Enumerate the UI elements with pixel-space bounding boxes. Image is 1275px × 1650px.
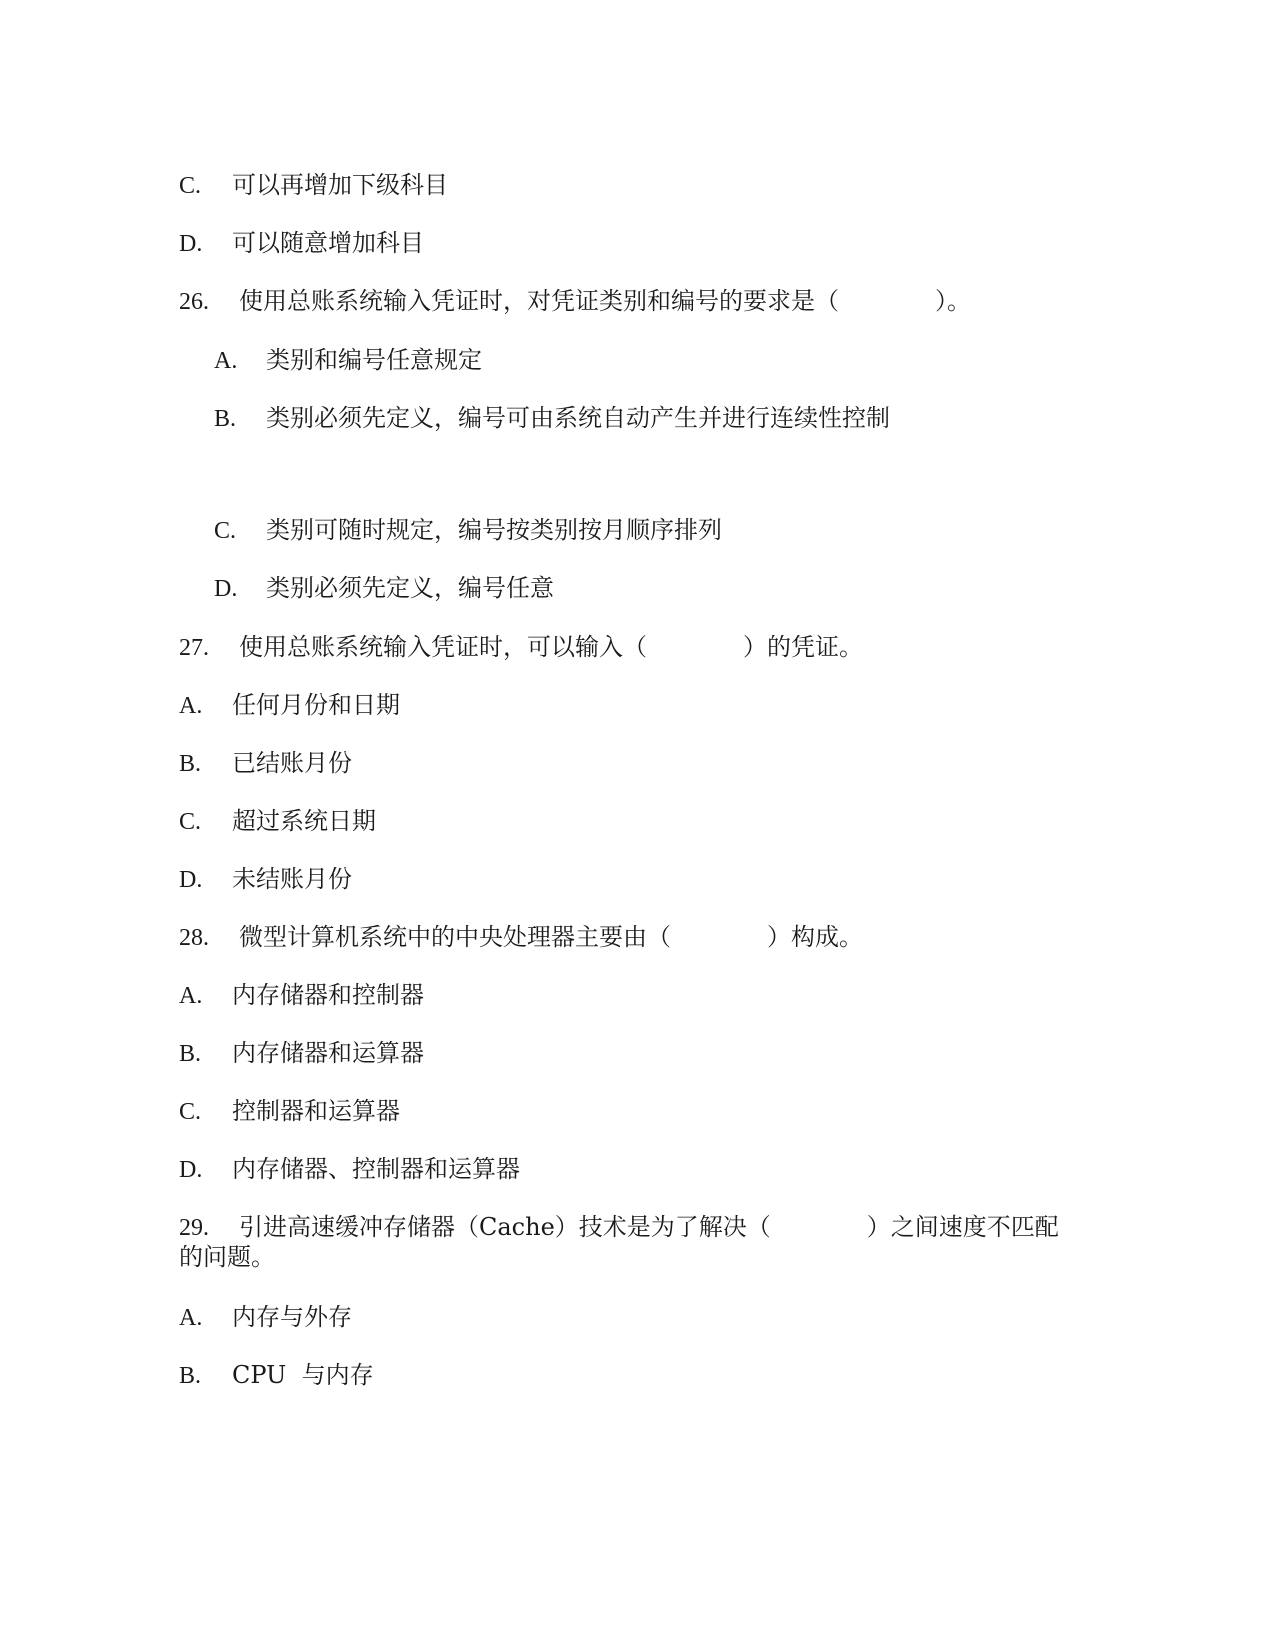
option-label: D. <box>179 1157 203 1183</box>
question-number: 29. <box>179 1215 209 1241</box>
question-29 <box>179 1212 1059 1243</box>
option-label: A. <box>179 693 203 719</box>
option-text: 可以随意增加科目 <box>232 229 424 257</box>
question-text: 微型计算机系统中的中央处理器主要由（ ）构成。 <box>239 923 863 951</box>
question-text: 引进高速缓冲存储器（Cache）技术是为了解决（ ）之间速度不匹配 <box>239 1213 1059 1241</box>
option-label: A. <box>214 348 238 374</box>
option-label: D. <box>179 231 203 257</box>
list-item <box>179 1302 352 1333</box>
list-item <box>179 170 448 201</box>
option-text: 内存储器和控制器 <box>232 981 424 1009</box>
question-29-continuation <box>179 1242 275 1272</box>
option-label: C. <box>179 173 202 199</box>
list-item <box>214 345 482 376</box>
question-number: 28. <box>179 925 209 951</box>
list-item <box>214 573 554 604</box>
question-26 <box>179 286 971 317</box>
list-item <box>179 1038 424 1069</box>
list-item <box>214 515 722 546</box>
option-text: 类别和编号任意规定 <box>266 346 482 374</box>
option-text: 类别必须先定义，编号任意 <box>266 574 554 602</box>
list-item <box>179 690 400 721</box>
option-label: C. <box>179 1099 202 1125</box>
question-text: 使用总账系统输入凭证时，对凭证类别和编号的要求是（ ）。 <box>239 287 971 315</box>
option-text: 超过系统日期 <box>232 807 376 835</box>
option-text: 未结账月份 <box>232 865 352 893</box>
option-text: 内存储器、控制器和运算器 <box>232 1155 520 1183</box>
option-label: B. <box>214 406 237 432</box>
option-text: 类别必须先定义，编号可由系统自动产生并进行连续性控制 <box>266 404 890 432</box>
list-item <box>179 1096 400 1127</box>
list-item <box>179 228 424 259</box>
question-number: 27. <box>179 635 209 661</box>
question-text-continued: 的问题。 <box>179 1243 275 1271</box>
list-item <box>179 806 376 837</box>
option-text: CPU 与内存 <box>232 1361 374 1389</box>
option-text: 控制器和运算器 <box>232 1097 400 1125</box>
list-item <box>179 864 352 895</box>
option-text: 类别可随时规定，编号按类别按月顺序排列 <box>266 516 722 544</box>
option-label: D. <box>179 867 203 893</box>
list-item <box>179 1154 520 1185</box>
question-28 <box>179 922 863 953</box>
option-label: A. <box>179 1305 203 1331</box>
option-text: 任何月份和日期 <box>232 691 400 719</box>
option-label: D. <box>214 576 238 602</box>
option-label: B. <box>179 1041 202 1067</box>
list-item <box>214 403 890 434</box>
question-number: 26. <box>179 289 209 315</box>
option-text: 内存储器和运算器 <box>232 1039 424 1067</box>
list-item <box>179 748 352 779</box>
option-label: B. <box>179 751 202 777</box>
option-label: B. <box>179 1363 202 1389</box>
option-text: 已结账月份 <box>232 749 352 777</box>
option-text: 可以再增加下级科目 <box>232 171 448 199</box>
option-label: C. <box>214 518 237 544</box>
question-text: 使用总账系统输入凭证时，可以输入（ ）的凭证。 <box>239 633 863 661</box>
list-item <box>179 980 424 1011</box>
question-27 <box>179 632 863 663</box>
option-text: 内存与外存 <box>232 1303 352 1331</box>
option-label: C. <box>179 809 202 835</box>
list-item <box>179 1360 374 1391</box>
option-label: A. <box>179 983 203 1009</box>
